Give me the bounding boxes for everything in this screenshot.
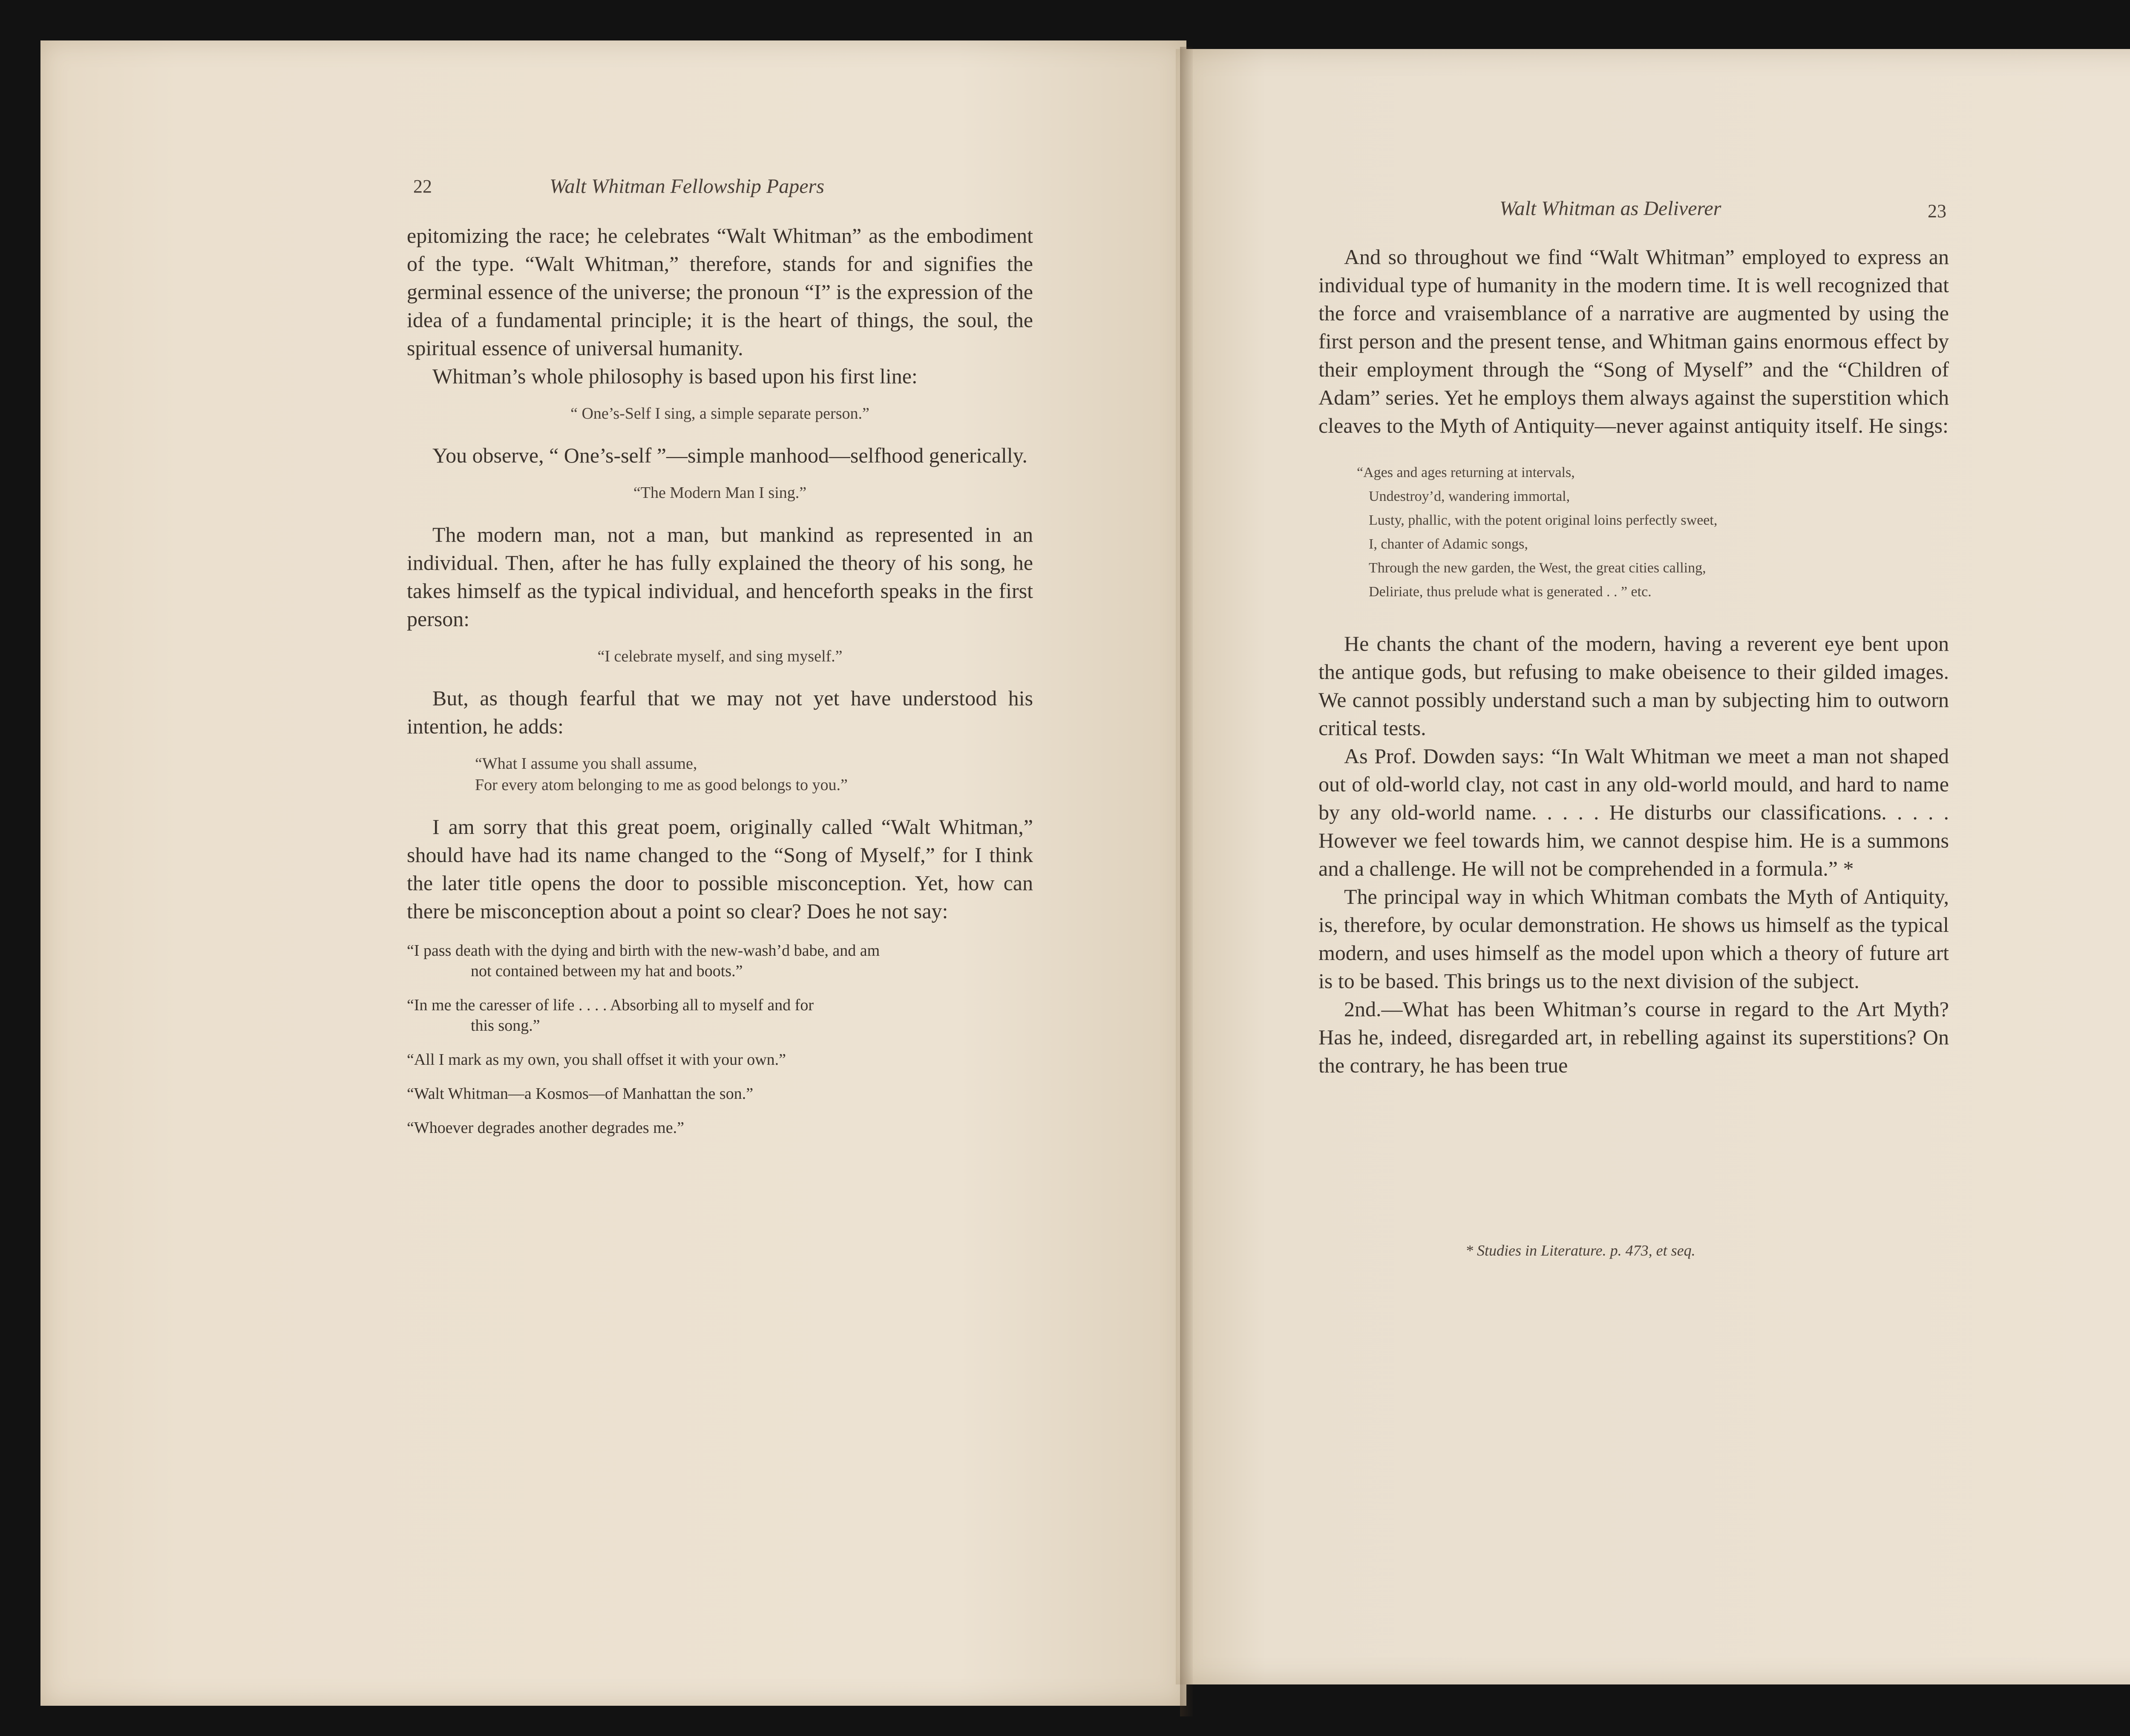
footnote: * Studies in Literature. p. 473, et seq. xyxy=(1465,1242,1695,1259)
verse-line: “Ages and ages returning at intervals, xyxy=(1357,465,1575,480)
quote-celebrate-myself: “I celebrate myself, and sing myself.” xyxy=(597,647,843,665)
quote-all-i-mark: “All I mark as my own, you shall offset it with your own.” xyxy=(407,1051,786,1069)
verse-ages-and-ages xyxy=(1357,461,1949,604)
verse-line: Through the new garden, the West, the great cities calling, xyxy=(1369,560,1706,576)
left-paragraph-4: The modern man, not a man, but mankind as represented in an individual. Then, after he has fully explained the theory of his song, he takes himself as the typical individual, and henceforth speaks in the first person: xyxy=(407,523,1033,631)
verse-line: Lusty, phallic, with the potent original loins perfectly sweet, xyxy=(1369,512,1718,528)
quote-line: “What I assume you shall assume, xyxy=(475,755,697,773)
book-gutter xyxy=(1180,47,1193,1716)
right-paragraph-2: He chants the chant of the modern, having a reverent eye bent upon the antique gods, but refusing to make obeisence to their gilded images. We cannot possibly understand such a man by subjecting him to outworn critical tests. xyxy=(1318,632,1949,740)
left-paragraph-2: Whitman’s whole philosophy is based upon his first line: xyxy=(432,364,918,388)
verse-line: I, chanter of Adamic songs, xyxy=(1369,536,1528,552)
verse-line: Deliriate, thus prelude what is generated . . ” etc. xyxy=(1369,584,1652,600)
quote-line: not contained between my hat and boots.” xyxy=(471,962,743,980)
right-paragraph-5: 2nd.—What has been Whitman’s course in regard to the Art Myth? Has he, indeed, disregarded art, in rebelling against its superstitions? On the contrary, he has been true xyxy=(1318,997,1949,1077)
left-folio: 22 xyxy=(413,176,432,197)
quote-line: “In me the caresser of life . . . . Absorbing all to myself and for xyxy=(407,996,814,1014)
quote-line: this song.” xyxy=(471,1017,540,1035)
quote-line: For every atom belonging to me as good belongs to you.” xyxy=(475,776,848,794)
right-paragraph-1: And so throughout we find “Walt Whitman” employed to express an individual type of humanity in the modern time. It is well recognized that the force and vraisemblance of a narrative are augmented by using the first person and the present tense, and Whitman gains enormous effect by their employment through the “Song of Myself” and the “Children of Adam” series. Yet he employs them always against the superstition which cleaves to the Myth of Antiquity—never against antiquity itself. He sings: xyxy=(1318,245,1949,437)
quote-in-me xyxy=(407,995,1033,1036)
right-paragraph-4: The principal way in which Whitman combats the Myth of Antiquity, is, therefore, by ocular demonstration. He shows us himself as the typical modern, and uses himself as the model upon which a theory of future art is to be based. This brings us to the next division of the subject. xyxy=(1318,885,1949,993)
verse-line: Undestroy’d, wandering immortal, xyxy=(1369,489,1570,504)
quote-line: “I pass death with the dying and birth with the new-wash’d babe, and am xyxy=(407,942,880,960)
left-paragraph-5: But, as though fearful that we may not yet have understood his intention, he adds: xyxy=(407,686,1033,738)
right-folio: 23 xyxy=(1928,201,1946,221)
right-paragraph-3: As Prof. Dowden says: “In Walt Whitman we meet a man not shaped out of old-world clay, not cast in any old-world mould, and hard to name by any old-world name. . . . . He disturbs our classifications. . . . . However we feel towards him, we cannot despise him. He is a summons and a challenge. He will not be comprehended in a formula.” * xyxy=(1318,744,1949,880)
left-paragraph-3: You observe, “ One’s-self ”—simple manhood—selfhood generically. xyxy=(432,443,1028,467)
right-text-column xyxy=(1318,243,1949,1079)
quote-modern-man: “The Modern Man I sing.” xyxy=(633,484,807,502)
left-running-head: Walt Whitman Fellowship Papers xyxy=(550,175,824,198)
right-running-head: Walt Whitman as Deliverer xyxy=(1500,197,1721,220)
quote-i-pass-death xyxy=(407,940,1033,981)
left-paragraph-1: epitomizing the race; he celebrates “Walt Whitman” as the embodiment of the type. “Walt Whitman,” therefore, stands for and signifies the germinal essence of the universe; the pronoun “I” is the expression of the idea of a fundamental principle; it is the heart of things, the soul, the spiritual essence of universal humanity. xyxy=(407,224,1033,360)
left-text-column xyxy=(407,221,1033,1152)
left-paragraph-6: I am sorry that this great poem, originally called “Walt Whitman,” should have had its name changed to the “Song of Myself,” for I think the later title opens the door to possible misconception. Yet, how can there be misconception about a point so clear? Does he not say: xyxy=(407,815,1033,923)
quote-ones-self: “ One’s-Self I sing, a simple separate person.” xyxy=(570,405,869,423)
quote-whoever-degrades: “Whoever degrades another degrades me.” xyxy=(407,1119,684,1137)
quote-what-i-assume xyxy=(407,753,1033,796)
quote-kosmos: “Walt Whitman—a Kosmos—of Manhattan the son.” xyxy=(407,1085,754,1103)
